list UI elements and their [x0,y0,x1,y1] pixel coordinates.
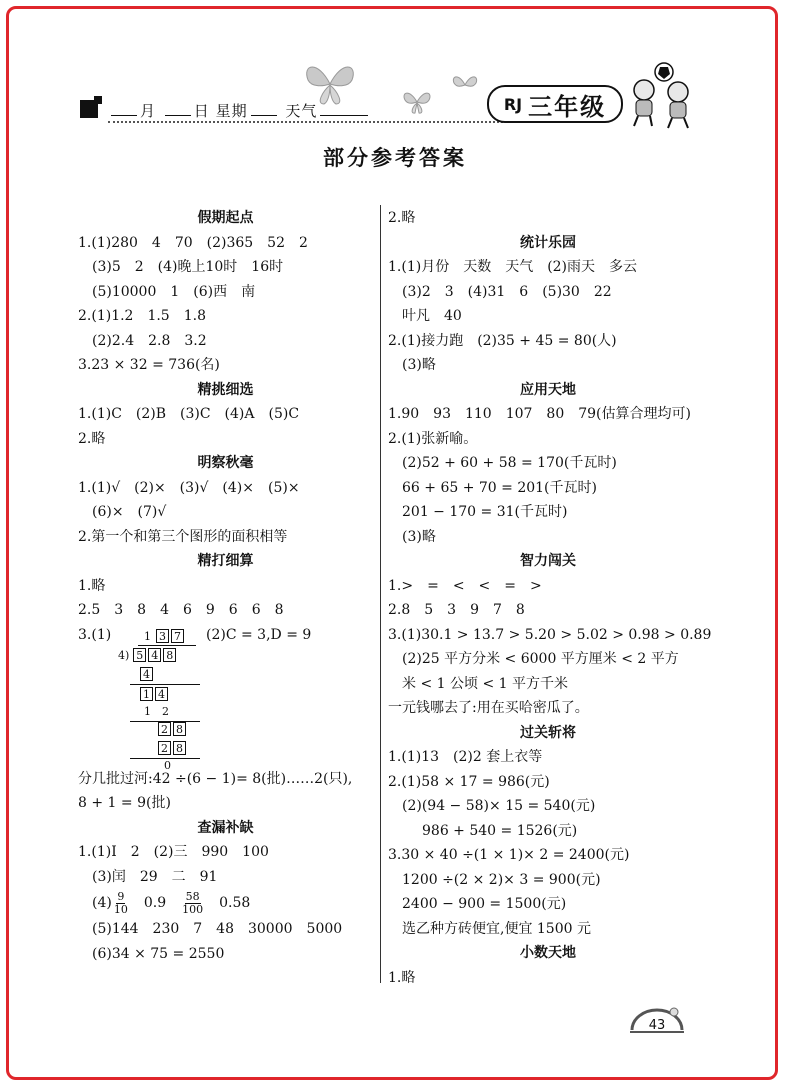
answer-line: 2.(1)张新喻。 [388,430,478,447]
division-label: 3.(1) [78,626,112,643]
fraction-answer-line [78,889,373,917]
answer-line: 选乙种方砖便宜,便宜 1500 元 [402,920,591,937]
partial-text: 1 2 [144,704,169,718]
dividend-box: 5 [133,648,146,662]
answer-line: (3)5 2 (4)晚上10时 16时 [92,259,284,275]
partial-row [140,687,170,702]
answer-line: (2)(94 − 58)× 15 = 540(元) [402,798,596,814]
header-corner-small-square [94,96,102,104]
fraction-denominator: 100 [182,902,204,916]
edition-label: RJ [503,94,523,114]
section-title: 精挑细选 [197,381,254,398]
answer-line: 66 + 65 + 70 = 201(千瓦时) [402,479,597,496]
page-title: 部分参考答案 [323,146,467,170]
answer-line: 2400 − 900 = 1500(元) [402,896,567,912]
answer-line: (2)2.4 2.8 3.2 [92,332,207,349]
section-title: 明察秋毫 [197,455,254,471]
dividend-box: 8 [163,648,176,662]
partial-row [158,741,188,756]
answer-line: (2)52 + 60 + 58 = 170(千瓦时) [402,455,617,471]
answer-line: 1.(1)月份 天数 天气 (2)雨天 多云 [388,259,638,275]
month-label: 月 [140,102,157,120]
partial-box: 8 [173,722,186,736]
section-title: 过关斩将 [520,724,576,741]
section-title: 查漏补缺 [197,819,254,836]
weekday-blank[interactable] [251,103,277,116]
page-number: 43 [648,1018,666,1033]
long-division-block [78,623,373,745]
answer-line: 2.5 3 8 4 6 9 6 6 8 [78,602,284,618]
partial-box: 2 [158,741,171,755]
left-column [78,206,373,966]
answer-prefix: (4) [92,895,112,911]
month-blank[interactable] [111,103,137,116]
answer-line: 1.(1)√ (2)× (3)√ (4)× (5)× [78,479,300,496]
answer-line: 1.(1)C (2)B (3)C (4)A (5)C [78,406,300,422]
fraction-numerator: 58 [185,889,200,903]
quotient-box: 3 [156,629,169,643]
answer-line: 1.(1)13 (2)2 套上衣等 [388,749,543,765]
answer-line: 2.略 [388,210,416,226]
answer-line: (6)34 × 75 = 2550 [92,945,225,962]
answer-line: (5)144 230 7 48 30000 5000 [92,921,343,937]
weather-label: 天气 [285,102,318,120]
section-title: 假期起点 [197,210,254,226]
remainder-row [164,759,171,773]
answer-line: 2.(1)1.2 1.5 1.8 [78,308,206,324]
quotient-box: 7 [171,629,184,643]
quotient-row [144,629,186,644]
answer-line: 1.90 93 110 107 80 79(估算合理均可) [388,406,691,422]
division-answer: (2)C = 3,D = 9 [206,626,312,643]
right-column [388,206,712,990]
dividend-box: 4 [148,648,161,662]
partial-row [144,705,169,719]
answer-line: 1.略 [78,577,106,594]
small-butterfly-icon [400,88,434,116]
partial-box: 2 [158,722,171,736]
weekday-label: 星期 [215,102,248,120]
answer-line: 2.(1)接力跑 (2)35 + 45 = 80(人) [388,332,617,349]
answer-line: 8 + 1 = 9(批) [78,795,171,811]
answer-line: 1.> = < < = > [388,577,542,594]
answer-line: 1200 ÷(2 × 2)× 3 = 900(元) [402,871,601,888]
answer-line: (2)25 平方分米 < 6000 平方厘米 < 2 平方 [402,651,679,667]
answer-line: 3.30 × 40 ÷(1 × 1)× 2 = 2400(元) [388,847,630,863]
fraction-numerator: 9 [117,889,125,903]
answer-line: 米 < 1 公顷 < 1 平方千米 [402,675,568,692]
answer-line: 2.(1)58 × 17 = 986(元) [388,773,550,790]
answer-line: 1.(1)I 2 (2)三 990 100 [78,844,269,860]
quotient-digit: 1 [144,629,151,643]
answer-line: 986 + 540 = 1526(元) [422,822,578,839]
answer-line: 2.8 5 3 9 7 8 [388,602,525,618]
decimal-value: 0.58 [219,895,251,911]
partial-box: 1 [140,687,153,701]
partial-box: 4 [140,667,153,681]
decimal-value: 0.9 [143,895,167,911]
column-divider [380,205,381,983]
dividend-row [118,648,178,663]
section-title: 应用天地 [520,381,576,398]
fraction-denominator: 10 [113,902,128,916]
section-title: 统计乐园 [520,234,576,251]
answer-line: (3)略 [402,528,436,545]
kids-playing-ball-icon [626,62,698,130]
answer-line: 2.第一个和第三个图形的面积相等 [78,528,288,545]
answer-line: (6)× (7)√ [92,504,167,520]
divisor: 4) [118,648,130,662]
grade-badge [487,85,623,123]
answer-line: (3)闰 29 二 91 [92,868,218,885]
answer-line: 1.略 [388,969,416,986]
subtract-line [130,684,200,685]
answer-line: 叶凡 40 [402,308,462,324]
partial-box: 4 [155,687,168,701]
partial-box: 8 [173,741,186,755]
day-label: 日 [193,102,210,120]
answer-line: 3.(1)30.1 > 13.7 > 5.20 > 5.02 > 0.98 > 0.89 [388,626,712,643]
page-number-badge [628,1004,686,1034]
fraction [182,891,203,916]
answer-line: 一元钱哪去了:用在买哈密瓜了。 [388,700,589,716]
fraction [114,891,128,916]
answer-line: 2.略 [78,430,106,447]
grade-label: 三年级 [528,92,607,121]
tiny-butterfly-icon [450,72,480,98]
answer-line: 1.(1)280 4 70 (2)365 52 2 [78,234,308,251]
partial-row [140,667,155,682]
day-blank[interactable] [165,103,191,116]
answer-line: (5)10000 1 (6)西 南 [92,283,256,300]
section-title: 小数天地 [520,945,576,961]
division-bar [138,645,196,646]
answer-line: 分几批过河:42 ÷(6 − 1)= 8(批)……2(只), [78,770,353,787]
answer-line: 201 − 170 = 31(千瓦时) [402,504,568,520]
partial-row [158,722,188,737]
section-title: 精打细算 [197,553,254,569]
section-title: 智力闯关 [520,553,576,569]
answer-line: (3)略 [402,357,436,373]
answer-line: (3)2 3 (4)31 6 (5)30 22 [402,283,612,300]
header-dotted-rule [108,121,503,123]
remainder: 0 [164,758,171,772]
large-butterfly-icon [300,58,360,110]
answer-line: 3.23 × 32 = 736(名) [78,357,220,373]
